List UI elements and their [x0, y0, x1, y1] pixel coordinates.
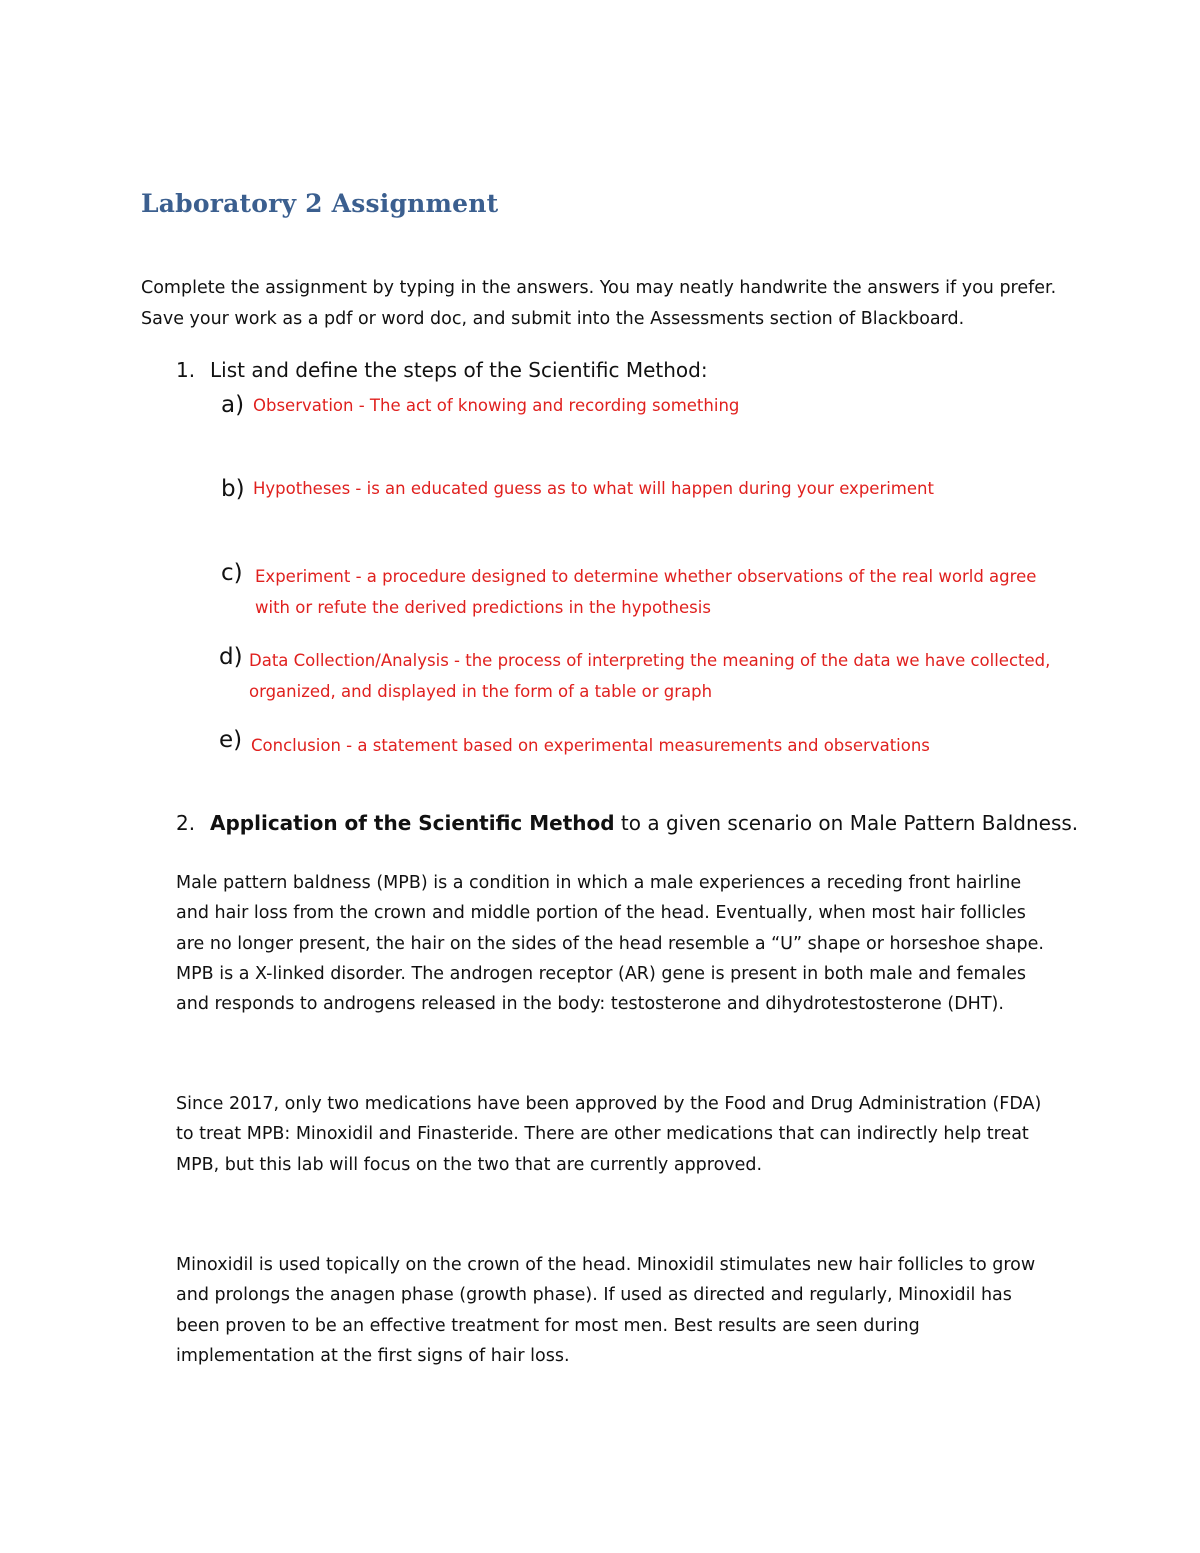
intro-line-2: Save your work as a pdf or word doc, and submit into the Assessments section of Blackboard.: [141, 309, 965, 329]
item-d-answer-line-1: Data Collection/Analysis - the process of interpreting the meaning of the data we have collected,: [249, 651, 1051, 670]
question-2-bold-text: Application of the Scientific Method: [210, 811, 615, 835]
item-c-answer-line-2: with or refute the derived predictions in the hypothesis: [255, 598, 711, 617]
paragraph-minoxidil: Minoxidil is used topically on the crown of the head. Minoxidil stimulates new hair follicles to grow and prolongs the anagen phase (growth phase). If used as directed and regularly, Minoxidil has been proven to be an effective treatment for most men. Best results are seen during implementation at the first signs of hair loss.: [176, 1255, 1036, 1366]
question-1-text: List and define the steps of the Scientific Method:: [210, 358, 708, 382]
item-b-letter: b): [221, 476, 245, 502]
item-a-answer: Observation - The act of knowing and recording something: [253, 396, 740, 415]
item-d-letter: d): [219, 644, 243, 670]
question-2-number: 2.: [176, 811, 196, 835]
item-b-answer: Hypotheses - is an educated guess as to what will happen during your experiment: [253, 479, 934, 498]
item-e-answer: Conclusion - a statement based on experimental measurements and observations: [251, 736, 930, 755]
item-c-letter: c): [221, 560, 243, 586]
item-d-answer-line-2: organized, and displayed in the form of a table or graph: [249, 682, 713, 701]
item-e-letter: e): [219, 727, 243, 753]
question-1: [176, 358, 708, 382]
paragraph-medications: Since 2017, only two medications have been approved by the Food and Drug Administration (FDA) to treat MPB: Minoxidil and Finasteride. There are other medications that can indirectly help treat MPB, but this lab will focus on the two that are currently approved.: [176, 1094, 1042, 1175]
page-title: Laboratory 2 Assignment: [141, 189, 499, 218]
item-c-answer-line-1: Experiment - a procedure designed to determine whether observations of the real world agree: [255, 567, 1037, 586]
question-1-number: 1.: [176, 358, 196, 382]
intro-line-1: Complete the assignment by typing in the answers. You may neatly handwrite the answers if you prefer.: [141, 278, 1057, 298]
item-a-letter: a): [221, 392, 245, 418]
question-2-rest-text: to a given scenario on Male Pattern Baldness.: [614, 811, 1079, 835]
paragraph-mpb-description: Male pattern baldness (MPB) is a condition in which a male experiences a receding front hairline and hair loss from the crown and middle portion of the head. Eventually, when most hair follicles are no longer present, the hair on the sides of the head resemble a “U” shape or horseshoe shape. MPB is a X-linked disorder. The androgen receptor (AR) gene is present in both male and females and responds to androgens released in the body: testosterone and dihydrotestosterone (DHT).: [176, 873, 1044, 1015]
question-2: [176, 811, 1078, 835]
